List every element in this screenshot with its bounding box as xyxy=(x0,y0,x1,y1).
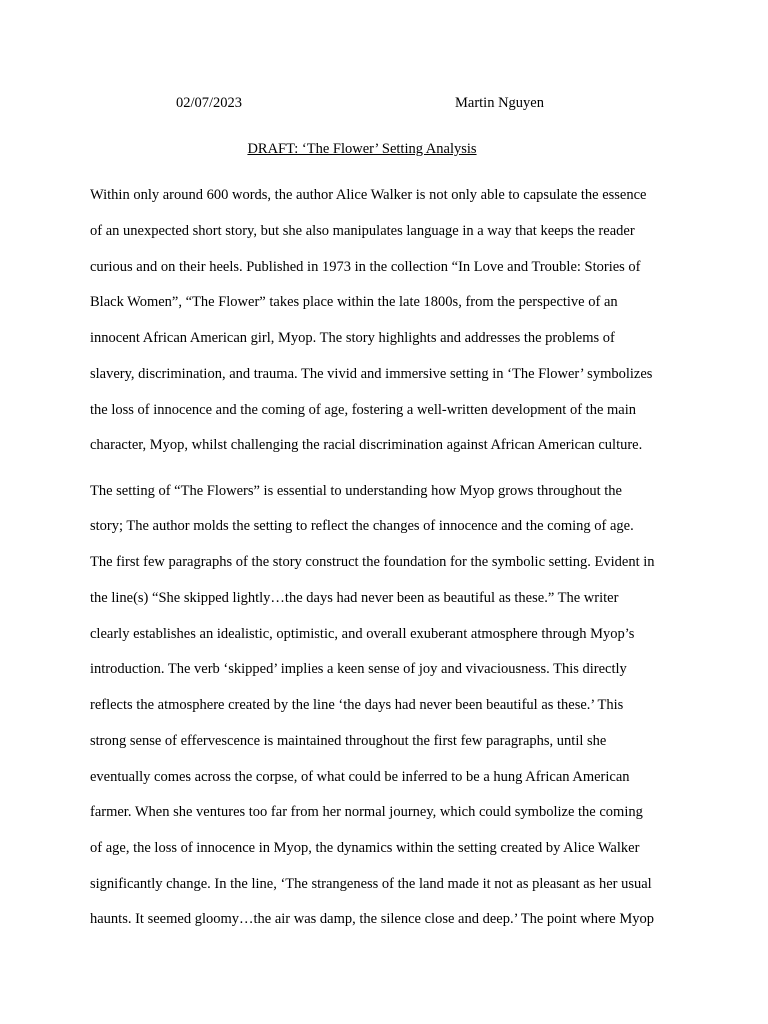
document-title: DRAFT: ‘The Flower’ Setting Analysis xyxy=(247,141,477,157)
paragraph-1-line: slavery, discrimination, and trauma. The vivid and immersive setting in ‘The Flower’ symbolizes xyxy=(90,366,653,382)
author-name: Martin Nguyen xyxy=(455,95,544,111)
paragraph-1-line: innocent African American girl, Myop. The story highlights and addresses the problems of xyxy=(90,330,615,346)
paragraph-2-line: farmer. When she ventures too far from her normal journey, which could symbolize the coming xyxy=(90,804,643,820)
paragraph-1-line: the loss of innocence and the coming of age, fostering a well-written development of the main xyxy=(90,402,636,418)
paragraph-1-line: of an unexpected short story, but she also manipulates language in a way that keeps the reader xyxy=(90,223,635,239)
paragraph-1-line: curious and on their heels. Published in 1973 in the collection “In Love and Trouble: Stories of xyxy=(90,259,641,275)
date: 02/07/2023 xyxy=(176,95,243,111)
paragraph-2-line: reflects the atmosphere created by the line ‘the days had never been beautiful as these.’ This xyxy=(90,697,624,713)
paragraph-2-line: The first few paragraphs of the story construct the foundation for the symbolic setting. Evident in xyxy=(90,554,655,570)
paragraph-2-line: story; The author molds the setting to reflect the changes of innocence and the coming of age. xyxy=(90,518,634,534)
paragraph-2-line: of age, the loss of innocence in Myop, the dynamics within the setting created by Alice Walker xyxy=(90,840,640,856)
paragraph-2-line: The setting of “The Flowers” is essential to understanding how Myop grows throughout the xyxy=(90,483,622,499)
paragraph-2-line: eventually comes across the corpse, of what could be inferred to be a hung African American xyxy=(90,769,630,785)
paragraph-2-line: haunts. It seemed gloomy…the air was damp, the silence close and deep.’ The point where Myop xyxy=(90,911,654,927)
paragraph-1-line: character, Myop, whilst challenging the racial discrimination against African American culture. xyxy=(90,437,643,453)
paragraph-1-line: Black Women”, “The Flower” takes place within the late 1800s, from the perspective of an xyxy=(90,294,618,310)
paragraph-2-line: introduction. The verb ‘skipped’ implies a keen sense of joy and vivaciousness. This directly xyxy=(90,661,627,677)
paragraph-2-line: significantly change. In the line, ‘The strangeness of the land made it not as pleasant as her usual xyxy=(90,876,652,892)
paragraph-2-line: clearly establishes an idealistic, optimistic, and overall exuberant atmosphere through Myop’s xyxy=(90,626,635,642)
paragraph-1-line: Within only around 600 words, the author Alice Walker is not only able to capsulate the essence xyxy=(90,187,647,203)
paragraph-2-line: the line(s) “She skipped lightly…the days had never been as beautiful as these.” The writer xyxy=(90,590,619,606)
paragraph-2-line: strong sense of effervescence is maintained throughout the first few paragraphs, until she xyxy=(90,733,607,749)
